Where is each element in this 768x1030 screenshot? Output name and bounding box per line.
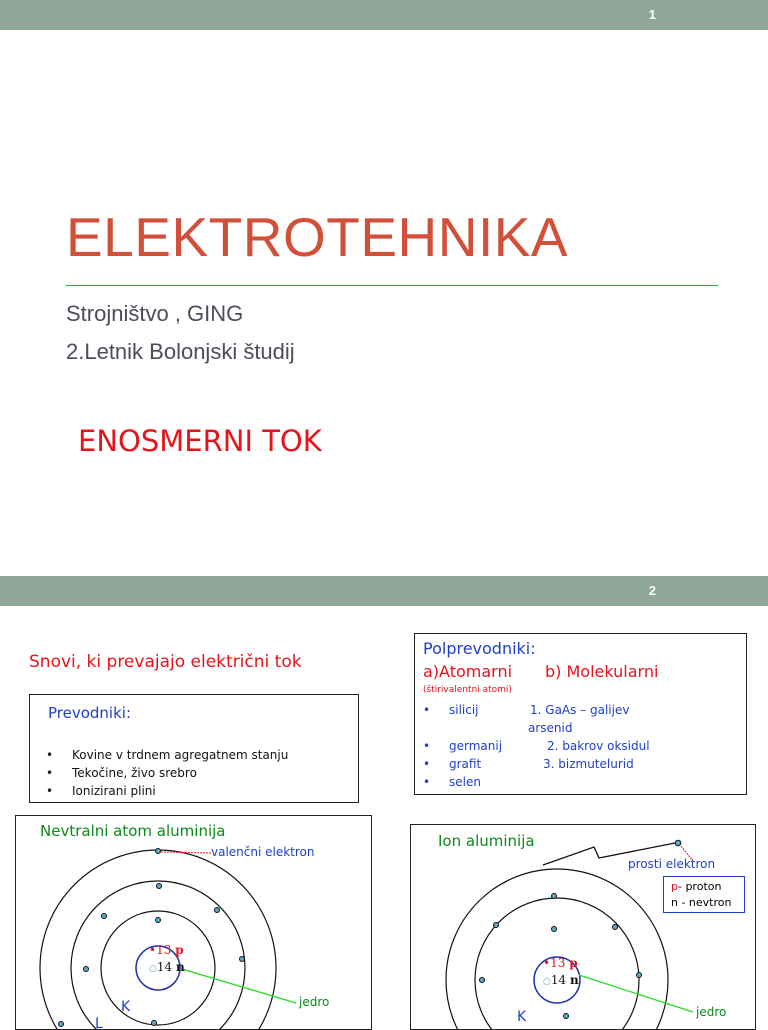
electron xyxy=(494,923,499,928)
molecular-title: b) Molekularni xyxy=(545,662,659,681)
proton-letter: p xyxy=(569,956,578,970)
slide1-topic: ENOSMERNI TOK xyxy=(78,424,322,458)
list-item: 2. bakrov oksidul xyxy=(547,739,650,753)
slide1-subtitle-line1: Strojništvo , GING xyxy=(66,301,244,326)
electron xyxy=(480,978,485,983)
atomic-title: a)Atomarni xyxy=(423,662,513,681)
list-item: • Ionizirani plini xyxy=(44,782,288,800)
neutron-dot-icon: ○ xyxy=(543,977,551,987)
legend-n-text: n - nevtron xyxy=(671,896,732,909)
title-divider xyxy=(66,285,718,286)
proton-dot-icon: • xyxy=(149,943,157,957)
neutron-letter: n xyxy=(175,960,185,974)
neutral-atom-title: Nevtralni atom aluminija xyxy=(40,822,226,840)
nucleus-leader-line xyxy=(579,975,693,1012)
atomic-note: (štirivalentni atomi) xyxy=(423,685,512,695)
slide1-title: ELEKTROTEHNIKA xyxy=(66,206,569,268)
electron xyxy=(552,894,557,899)
neutron-dot-icon: ○ xyxy=(149,964,157,974)
free-electron-leader-line xyxy=(681,846,693,861)
ion-title: Ion aluminija xyxy=(438,832,535,850)
electron xyxy=(59,1022,64,1027)
valence-leader-line xyxy=(161,852,211,853)
shell-k-label: K xyxy=(121,999,131,1015)
nucleus-label: jedro xyxy=(299,995,330,1009)
free-electron xyxy=(675,840,681,846)
electron xyxy=(102,914,107,919)
electron xyxy=(564,1014,569,1019)
electron xyxy=(84,967,89,972)
electron xyxy=(613,925,618,930)
slide1-header-bar xyxy=(0,0,768,30)
list-item: • Kovine v trdnem agregatnem stanju xyxy=(44,746,288,764)
nucleus-composition xyxy=(149,942,185,978)
neutron-count: 14 xyxy=(156,960,173,974)
list-item: arsenid xyxy=(528,721,573,735)
slide1-subtitle-line2: 2.Letnik Bolonjski študij xyxy=(66,339,295,364)
neutron-letter: n xyxy=(569,973,579,987)
ion-nucleus-composition xyxy=(543,955,579,991)
electron xyxy=(156,918,161,923)
ejection-arrow xyxy=(543,843,675,865)
proton-count: 13 xyxy=(550,956,566,970)
free-electron-label: prosti elektron xyxy=(628,857,716,871)
legend-p-letter: p xyxy=(671,880,678,893)
valence-electron-label: valenčni elektron xyxy=(211,845,315,859)
electron xyxy=(152,1021,157,1026)
list-item: • germanij xyxy=(421,737,502,755)
conductors-title: Prevodniki: xyxy=(48,704,132,722)
ion-nucleus-label: jedro xyxy=(696,1005,727,1019)
list-item: • silicij xyxy=(421,701,502,719)
proton-dot-icon: • xyxy=(543,956,551,970)
electron xyxy=(157,884,162,889)
list-item: • selen xyxy=(421,773,502,791)
neutron-count: 14 xyxy=(550,973,567,987)
list-item: • Tekočine, živo srebro xyxy=(44,764,288,782)
ion-shell-k-label: K xyxy=(517,1009,527,1025)
ion-diagram xyxy=(411,825,756,1030)
semiconductors-box xyxy=(414,633,747,795)
semiconductors-title: Polprevodniki: xyxy=(423,639,536,658)
list-item: • grafit xyxy=(421,755,502,773)
proton-count: 13 xyxy=(156,943,172,957)
list-item: 1. GaAs – galijev xyxy=(530,703,630,717)
electron xyxy=(215,908,220,913)
proton-letter: p xyxy=(175,943,184,957)
slide2-heading: Snovi, ki prevajajo električni tok xyxy=(29,652,302,672)
slide1-number: 1 xyxy=(648,7,656,22)
electron xyxy=(240,957,245,962)
atomic-list xyxy=(421,701,502,791)
nucleus-leader-line xyxy=(182,969,296,1003)
neutral-atom-box xyxy=(15,815,372,1030)
electron xyxy=(637,973,642,978)
conductors-box xyxy=(29,694,359,803)
ion-box xyxy=(410,824,756,1030)
conductors-list xyxy=(44,746,288,800)
electron xyxy=(552,927,557,932)
shell-l-label: L xyxy=(95,1016,103,1030)
slide2-header-bar xyxy=(0,576,768,606)
electron xyxy=(156,849,161,854)
slide2-number: 2 xyxy=(648,583,656,598)
legend-p-text: - proton xyxy=(677,880,722,893)
list-item: 3. bizmutelurid xyxy=(543,757,634,771)
